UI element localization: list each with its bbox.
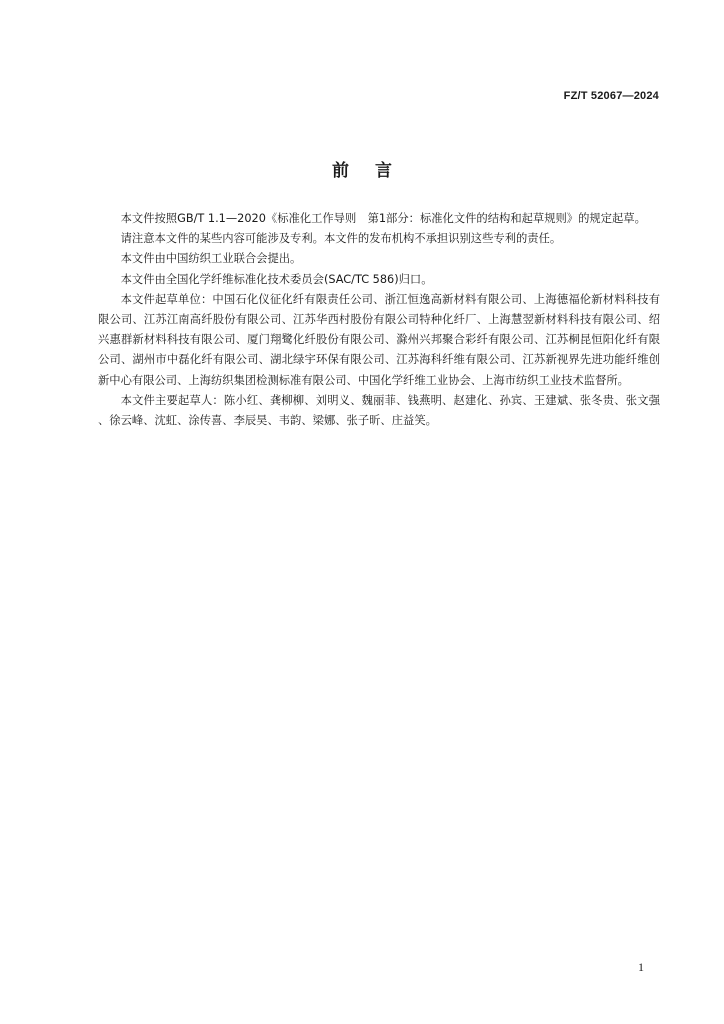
paragraph-drafting-rules: 本文件按照GB/T 1.1—2020《标准化工作导则 第1部分：标准化文件的结构和起草规则》的规定起草。 [120, 212, 646, 225]
page-number: 1 [638, 960, 644, 974]
paragraph-patent-notice: 请注意本文件的某些内容可能涉及专利。本文件的发布机构不承担识别这些专利的责任。 [120, 232, 562, 246]
paragraph-drafters: 本文件主要起草人：陈小红、龚柳柳、刘明义、魏丽菲、钱燕明、赵建化、孙宾、王建斌、张冬贵、张文强、徐云峰、沈虹、涂传喜、李辰昊、韦韵、梁娜、张子昕、庄益笑。 [98, 393, 660, 428]
document-body [98, 209, 660, 431]
paragraph-drafting-organizations: 本文件起草单位：中国石化仪征化纤有限责任公司、浙江恒逸高新材料有限公司、上海德福伦新材料科技有限公司、江苏江南高纤股份有限公司、江苏华西村股份有限公司特种化纤厂、上海慧翌新材料科技有限公司、绍兴惠群新材料科技有限公司、厦门翔鹭化纤股份有限公司、滁州兴邦聚合彩纤有限公司、江苏桐昆恒阳化纤有限公司、湖州市中磊化纤有限公司、湖北绿宇环保有限公司、江苏海科纤维有限公司、江苏新视界先进功能纤维创新中心有限公司、上海纺织集团检测标准有限公司、中国化学纤维工业协会、上海市纺织工业技术监督所。 [98, 292, 660, 387]
standard-code: FZ/T 52067—2024 [563, 90, 659, 102]
paragraph-technical-committee: 本文件由全国化学纤维标准化技术委员会(SAC/TC 586)归口。 [120, 272, 433, 286]
page-title: 前言 [332, 161, 418, 181]
paragraph-proposer: 本文件由中国纺织工业联合会提出。 [120, 252, 302, 266]
